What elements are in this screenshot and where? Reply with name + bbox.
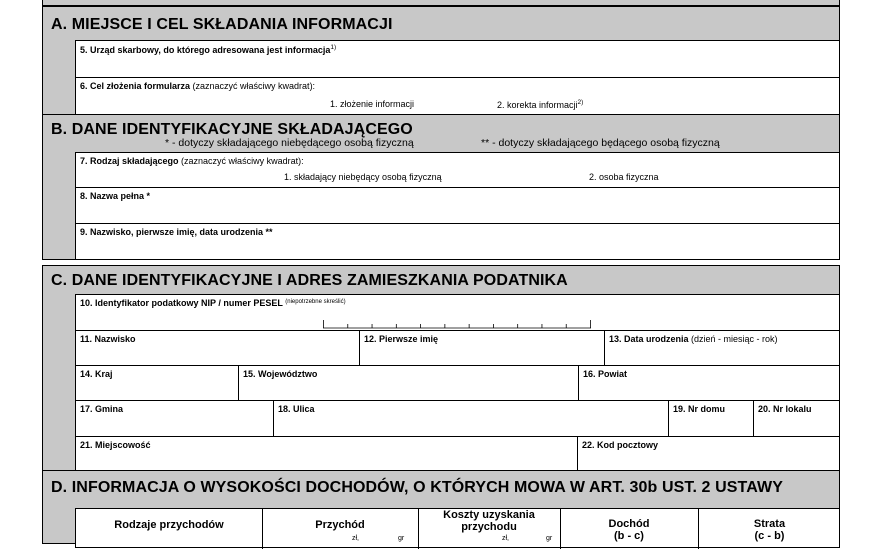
field-18-street[interactable]: 18. Ulica (273, 400, 669, 437)
option-correction[interactable] (497, 99, 583, 110)
field-22-postal-code[interactable]: 22. Kod pocztowy (577, 436, 840, 472)
costs-unit-zl: zł, (502, 535, 509, 542)
field-7-hint: (zaznaczyć właściwy kwadrat): (178, 156, 304, 166)
field-8-label: 8. Nazwa pełna * (80, 191, 151, 201)
section-c (42, 265, 840, 471)
section-b (42, 114, 840, 260)
field-7-label: 7. Rodzaj składającego (80, 156, 179, 166)
revenue-unit-zl: zł, (352, 535, 359, 542)
col-loss: Strata (c - b) (753, 518, 786, 542)
field-5-tax-office[interactable] (75, 40, 840, 78)
nip-digit-grid (323, 319, 593, 329)
option-non-natural-person[interactable]: 1. składający niebędący osobą fizyczną (284, 172, 442, 182)
field-10-nip-pesel[interactable] (75, 294, 840, 331)
field-20-apartment-number[interactable]: 20. Nr lokalu (753, 400, 840, 437)
option-correction-label: 2. korekta informacji (497, 100, 578, 110)
footnote-2: 2) (577, 99, 584, 106)
section-a (42, 6, 840, 115)
field-19-house-number[interactable]: 19. Nr domu (668, 400, 754, 437)
field-13-birth-date[interactable]: 13. Data urodzenia (dzień - miesiąc - rok) (604, 330, 840, 366)
note-natural-person: ** - dotyczy składającego będącego osobą fizyczną (481, 137, 720, 149)
field-14-country[interactable]: 14. Kraj (75, 365, 239, 401)
col-income: Dochód (b - c) (608, 518, 650, 542)
revenue-unit-gr: gr (398, 535, 405, 542)
field-10-hint: (niepotrzebne skreślić) (285, 299, 346, 305)
costs-unit-gr: gr (546, 535, 553, 542)
col-revenue: Przychód (315, 519, 365, 531)
section-a-title: A. MIEJSCE I CEL SKŁADANIA INFORMACJI (51, 16, 393, 33)
option-natural-person[interactable]: 2. osoba fizyczna (589, 172, 659, 182)
field-10-label: 10. Identyfikator podatkowy NIP / numer PESEL (80, 298, 283, 308)
field-21-city[interactable]: 21. Miejscowość (75, 436, 578, 472)
note-non-natural-person: * - dotyczy składającego niebędącego osobą fizyczną (165, 137, 414, 149)
field-17-municipality[interactable]: 17. Gmina (75, 400, 274, 437)
option-submission[interactable]: 1. złożenie informacji (330, 99, 415, 109)
section-b-title: B. DANE IDENTYFIKACYJNE SKŁADAJĄCEGO (51, 121, 413, 138)
income-table-header (75, 508, 840, 548)
field-12-first-name[interactable]: 12. Pierwsze imię (359, 330, 605, 366)
field-16-county[interactable]: 16. Powiat (578, 365, 840, 401)
col-income-types: Rodzaje przychodów (114, 519, 224, 531)
field-6-label: 6. Cel złożenia formularza (80, 81, 191, 91)
field-7-submitter-type (75, 152, 840, 188)
footnote-1: 1) (330, 44, 337, 51)
field-6-hint: (zaznaczyć właściwy kwadrat): (190, 81, 316, 91)
field-5-label: 5. Urząd skarbowy, do którego adresowana jest informacja (80, 45, 331, 55)
field-11-surname[interactable]: 11. Nazwisko (75, 330, 360, 366)
field-6-purpose (75, 77, 840, 115)
field-9-label: 9. Nazwisko, pierwsze imię, data urodzenia ** (80, 227, 273, 237)
field-9-name-birthdate[interactable] (75, 223, 840, 260)
col-costs: Koszty uzyskania przychodu (443, 509, 535, 533)
section-c-title: C. DANE IDENTYFIKACYJNE I ADRES ZAMIESZKANIA PODATNIKA (51, 272, 568, 289)
section-d-title: D. INFORMACJA O WYSOKOŚCI DOCHODÓW, O KTÓRYCH MOWA W ART. 30b UST. 2 USTAWY (51, 479, 783, 496)
field-8-full-name[interactable] (75, 187, 840, 224)
section-d (42, 470, 840, 544)
field-15-voivodeship[interactable]: 15. Województwo (238, 365, 579, 401)
